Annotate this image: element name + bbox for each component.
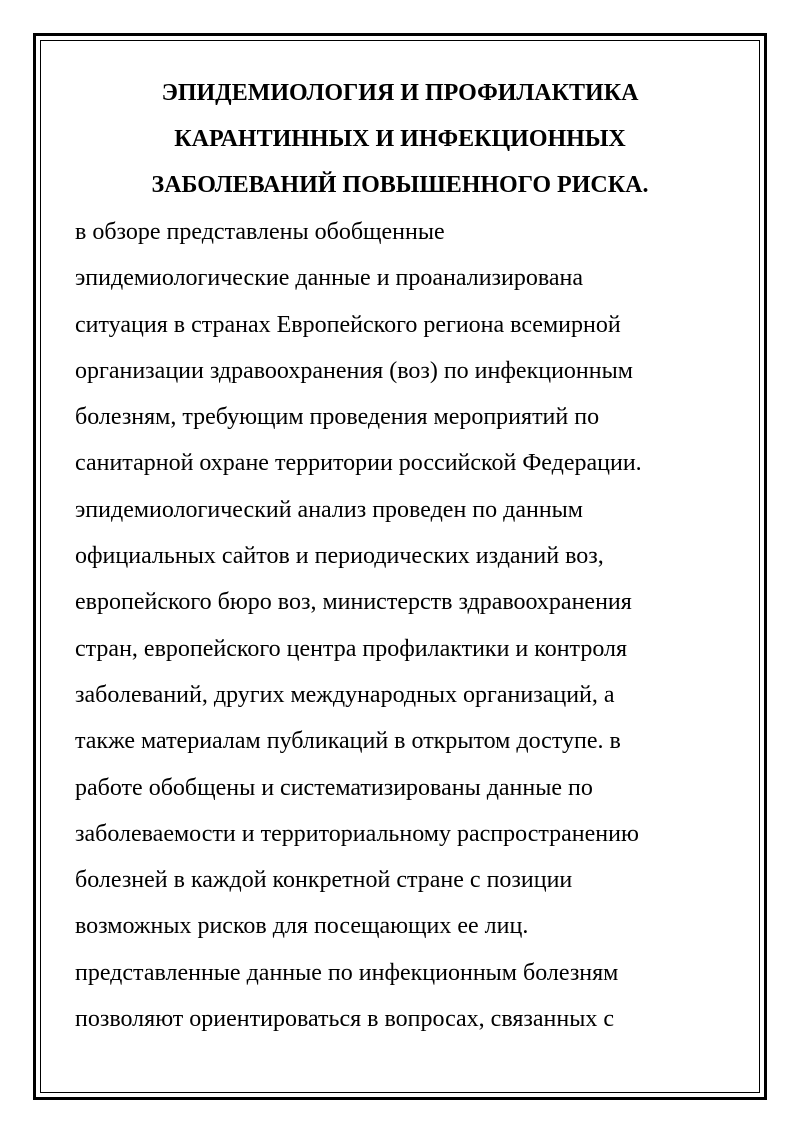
document-body [75,209,755,1042]
body-line: заболеваний, других международных организаций, а [75,681,615,708]
body-line: работе обобщены и систематизированы данные по [75,774,593,801]
body-line: организации здравоохранения (воз) по инфекционным [75,357,633,384]
body-line: европейского бюро воз, министерств здравоохранения [75,589,632,616]
body-line: болезней в каждой конкретной стране с позиции [75,867,573,894]
body-line: эпидемиологические данные и проанализирована [75,265,584,292]
title-line-1: ЭПИДЕМИОЛОГИЯ И ПРОФИЛАКТИКА [161,80,639,106]
title-line-2: КАРАНТИННЫХ И ИНФЕКЦИОННЫХ [174,126,626,152]
body-line: также материалам публикаций в открытом доступе. в [75,728,621,755]
body-line: стран, европейского центра профилактики и контроля [75,635,628,662]
body-line: официальных сайтов и периодических изданий воз, [75,543,604,570]
body-line: представленные данные по инфекционным болезням [75,959,619,986]
document-title [60,70,740,208]
body-line: эпидемиологический анализ проведен по данным [75,496,583,523]
body-line: позволяют ориентироваться в вопросах, связанных с [75,1006,614,1033]
body-line: болезням, требующим проведения мероприятий по [75,404,600,431]
body-line: возможных рисков для посещающих ее лиц. [75,913,529,940]
body-line: ситуация в странах Европейского региона всемирной [75,311,621,338]
body-line: в обзоре представлены обобщенные [75,219,445,245]
body-line: санитарной охране территории российской Федерации. [75,450,642,477]
title-line-3: ЗАБОЛЕВАНИЙ ПОВЫШЕННОГО РИСКА. [151,172,649,198]
body-line: заболеваемости и территориальному распространению [75,820,639,847]
